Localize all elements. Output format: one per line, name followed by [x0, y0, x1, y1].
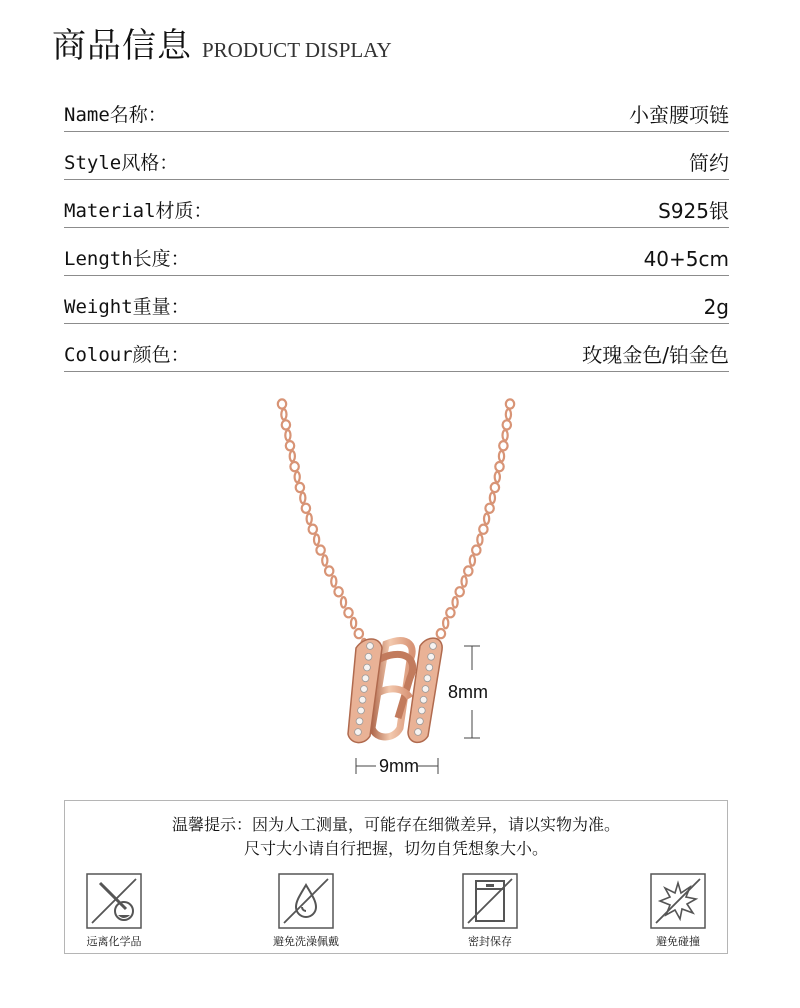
care-item-collision — [633, 873, 723, 949]
chain-link — [300, 493, 305, 503]
chain-link — [443, 618, 448, 628]
chain-link — [295, 472, 300, 482]
chain-link — [472, 546, 480, 555]
header-title-cn: 商品信息 — [52, 26, 192, 66]
care-item-chemical — [69, 873, 159, 949]
chain-link — [495, 462, 503, 471]
chain-link — [307, 514, 312, 524]
pendant-stone — [415, 729, 422, 736]
care-label: 避免洗澡佩戴 — [273, 935, 339, 948]
care-item-water — [261, 873, 351, 949]
necklace-illustration — [260, 398, 540, 788]
chain-link — [296, 483, 304, 492]
chain-link — [314, 535, 319, 545]
chain-link — [290, 451, 295, 461]
care-label: 密封保存 — [468, 935, 512, 948]
chain-link — [503, 430, 508, 440]
pendant-stone — [418, 707, 425, 714]
chain-link — [286, 441, 294, 450]
chain-link — [278, 399, 286, 408]
chain-link — [503, 420, 511, 429]
chain-link — [282, 420, 290, 429]
chain-link — [446, 608, 454, 617]
spec-label: Material材质： — [64, 200, 213, 222]
pendant-stone — [365, 653, 372, 660]
chain-link — [506, 409, 511, 419]
chain-link — [490, 493, 495, 503]
notice-line-2: 尺寸大小请自行把握，切勿自凭想象大小。 — [243, 839, 548, 858]
chain-link — [456, 587, 464, 596]
chain-link — [485, 504, 493, 513]
pendant-stone — [367, 643, 374, 650]
pendant-stone — [359, 696, 366, 703]
pendant-stone — [361, 686, 368, 693]
chain-link — [316, 546, 324, 555]
notice-box — [64, 800, 728, 954]
page-header — [52, 18, 392, 68]
product-image — [260, 398, 540, 788]
chain-link — [290, 462, 298, 471]
pendant-stone — [420, 696, 427, 703]
pendant-stone — [417, 718, 424, 725]
pendant-stone — [356, 718, 363, 725]
spec-label: Colour颜色： — [64, 344, 190, 366]
chain-link — [470, 555, 475, 565]
spec-label: Weight重量： — [64, 296, 190, 318]
sealed-storage-icon — [462, 873, 518, 929]
chain-link — [437, 629, 445, 638]
chain-link — [344, 608, 352, 617]
chain-link — [453, 597, 458, 607]
chain-link — [322, 555, 327, 565]
spec-row-weight — [64, 276, 729, 324]
spec-value: 40+5cm — [643, 247, 729, 271]
chain-link — [464, 566, 472, 575]
care-label: 避免碰撞 — [656, 935, 700, 948]
chain-link — [355, 629, 363, 638]
spec-label: Name名称： — [64, 104, 167, 126]
pendant-stone — [364, 664, 371, 671]
spec-value: 玫瑰金色/铂金色 — [582, 343, 729, 367]
width-label: 9mm — [379, 756, 419, 776]
chain-link — [341, 597, 346, 607]
chain-link — [351, 618, 356, 628]
spec-value: 简约 — [689, 151, 729, 175]
pendant-stone — [430, 643, 437, 650]
chain-link — [484, 514, 489, 524]
pendant — [348, 638, 442, 742]
necklace-chain-right — [433, 399, 514, 649]
notice-line-1: 温馨提示：因为人工测量，可能存在细微差异，请以实物为准。 — [171, 815, 620, 834]
spec-label: Length长度： — [64, 248, 190, 270]
chain-link — [495, 472, 500, 482]
spec-label: Style风格： — [64, 152, 179, 174]
chain-link — [334, 587, 342, 596]
chain-link — [285, 430, 290, 440]
spec-row-material — [64, 180, 729, 228]
notice-text — [65, 813, 727, 861]
chain-link — [331, 576, 336, 586]
spec-value: 2g — [703, 295, 729, 319]
spec-value: 小蛮腰项链 — [629, 103, 729, 127]
chain-link — [499, 451, 504, 461]
chain-link — [462, 576, 467, 586]
chain-link — [479, 525, 487, 534]
spec-row-style — [64, 132, 729, 180]
water-drop-icon — [278, 873, 334, 929]
pendant-stone — [355, 729, 362, 736]
chemical-icon — [86, 873, 142, 929]
pendant-stone — [358, 707, 365, 714]
chain-link — [325, 566, 333, 575]
pendant-stone — [362, 675, 369, 682]
spec-value: S925银 — [658, 199, 729, 223]
chain-link — [309, 525, 317, 534]
pendant-stone — [422, 686, 429, 693]
spec-row-length — [64, 228, 729, 276]
chain-link — [477, 535, 482, 545]
care-label: 远离化学品 — [86, 935, 142, 948]
chain-link — [302, 504, 310, 513]
spec-row-colour — [64, 324, 729, 372]
spec-table — [64, 84, 729, 372]
chain-link — [491, 483, 499, 492]
pendant-stone — [428, 653, 435, 660]
necklace-chain-left — [278, 399, 367, 649]
collision-icon — [650, 873, 706, 929]
pendant-stone — [424, 675, 431, 682]
header-title-en: PRODUCT DISPLAY — [202, 38, 392, 62]
pendant-stone — [426, 664, 433, 671]
chain-link — [281, 409, 286, 419]
chain-link — [499, 441, 507, 450]
chain-link — [506, 399, 514, 408]
care-item-sealed — [445, 873, 535, 949]
height-label: 8mm — [448, 682, 488, 702]
spec-row-name — [64, 84, 729, 132]
